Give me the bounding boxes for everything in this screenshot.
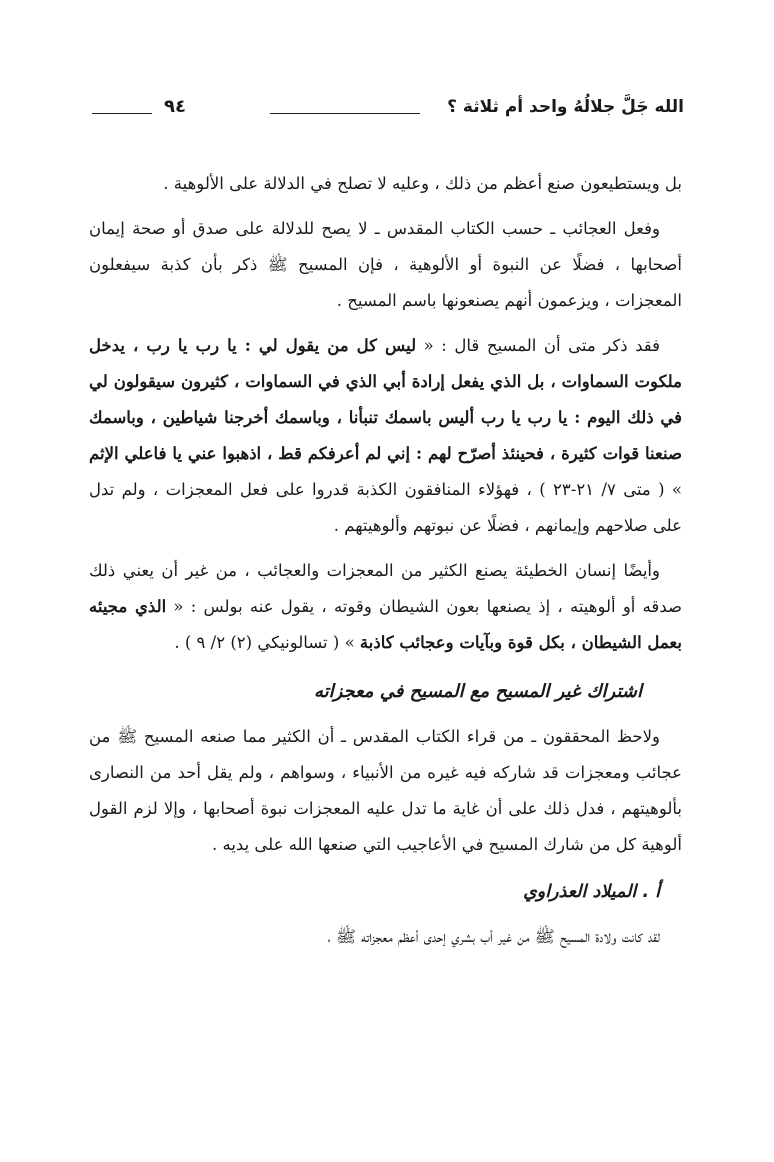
paragraph-3 (89, 328, 682, 544)
paragraph-4 (89, 553, 682, 661)
matthew-quote: ليس كل من يقول لي : يا رب يا رب ، يدخل ملكوت السماوات ، بل الذي يفعل إرادة أبي الذي في السماوات ، كثيرون سيقولون لي في ذلك اليوم : يا رب يا رب أليس باسمك تنبأنا ، وباسمك أخرجنا شياطين ، وباسمك صنعنا قوات كثيرة ، فحينئذ أصرّح لهم : إني لم أعرفكم قط ، اذهبوا عني يا فاعلي الإثم (89, 336, 682, 463)
section-heading: اشتراك غير المسيح مع المسيح في معجزاته (313, 681, 642, 702)
header-rule (270, 113, 420, 114)
paragraph-6: لقد كانت ولادة المسيح ﷺ من غير أب بشري إحدى أعظم معجزاته ﷺ ، (327, 927, 660, 946)
paragraph-4-intro: وأيضًا إنسان الخطيئة يصنع الكثير من المعجزات والعجائب ، من غير أن يعني ذلك صدقه أو ألوهيته ، إذ يصنعها بعون الشيطان وقوته ، يقول عنه بولس : « (89, 561, 682, 616)
paragraph-3-rest: » ( متى ٧/ ٢١-٢٣ ) ، فهؤلاء المنافقون الكذبة قدروا على فعل المعجزات ، ولم تدل على صلاحهم وإيمانهم ، فضلًا عن نبوتهم وألوهيتهم . (89, 480, 682, 535)
running-header-title: الله جَلَّ جلالُهُ واحد أم ثلاثة ؟ (447, 97, 684, 117)
paragraph-4-rest: » ( تسالونيكي (٢) ٢/ ٩ ) . (174, 633, 360, 652)
sub-heading: أ . الميلاد العذراوي (523, 882, 660, 902)
body-text (89, 166, 682, 955)
paragraph-5: ولاحظ المحققون ـ من قراء الكتاب المقدس ـ أن الكثير مما صنعه المسيح ﷺ من عجائب ومعجزات قد شاركه فيه غيره من الأنبياء ، وسواهم ، ولم يقل أحد من النصارى بألوهيتهم ، فدل ذلك على أن غاية ما تدل عليه المعجزات نبوة أصحابها ، وإلا لزم القول ألوهية كل من شارك المسيح في الأعاجيب التي صنعها الله على يديه . (89, 727, 682, 854)
paragraph-3-intro: فقد ذكر متى أن المسيح قال : « (416, 336, 660, 355)
paragraph-1: بل ويستطيعون صنع أعظم من ذلك ، وعليه لا تصلح في الدلالة على الألوهية . (163, 174, 682, 193)
running-header (92, 94, 684, 120)
paragraph-2: وفعل العجائب ـ حسب الكتاب المقدس ـ لا يصح للدلالة على صدق أو صحة إيمان أصحابها ، فضلًا عن النبوة أو الألوهية ، فإن المسيح ﷺ ذكر بأن كذبة سيفعلون المعجزات ، ويزعمون أنهم يصنعونها باسم المسيح . (89, 219, 682, 310)
paul-quote: الذي مجيئه بعمل الشيطان ، بكل قوة وبآيات وعجائب كاذبة (89, 597, 682, 652)
page-number: ٩٤ (164, 96, 186, 117)
header-rule-end (92, 113, 152, 114)
